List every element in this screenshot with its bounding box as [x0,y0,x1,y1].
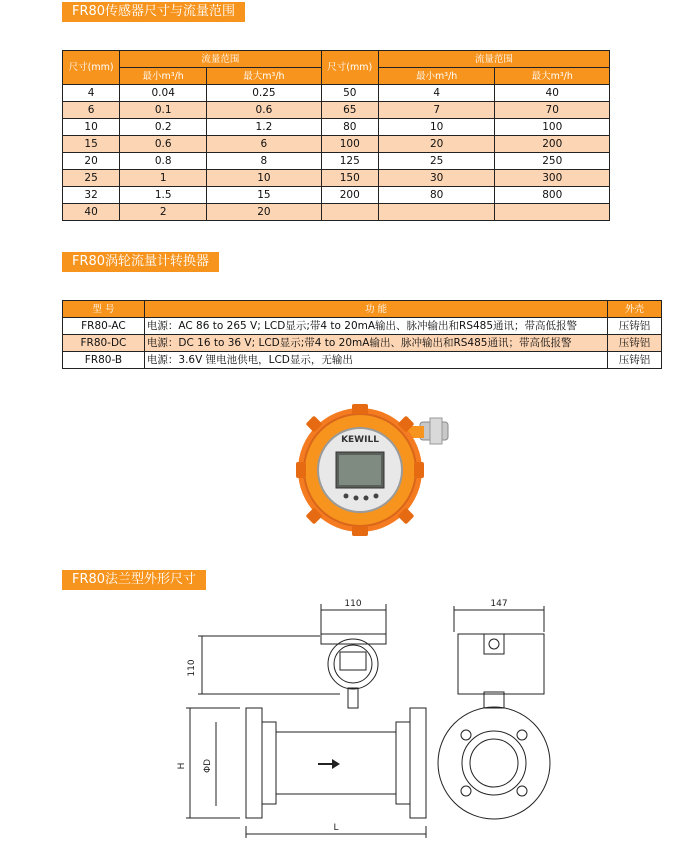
table-cell: 80 [378,187,495,204]
table-cell: 250 [495,153,610,170]
model-cell: FR80-AC [63,318,145,335]
table-cell: 1.2 [207,119,321,136]
section3-title: FR80法兰型外形尺寸 [62,570,206,590]
table-row [63,136,610,153]
table-cell: 100 [321,136,378,153]
table-cell: 4 [63,85,120,102]
table-cell: 20 [378,136,495,153]
min-header-1: 最小m³/h [120,68,207,85]
table-cell: 30 [378,170,495,187]
table-cell: 0.1 [120,102,207,119]
table-cell: 125 [321,153,378,170]
brand-logo: KEWILL [341,435,379,445]
table-cell: 80 [321,119,378,136]
table-row [63,102,610,119]
table-cell: 0.8 [120,153,207,170]
table-cell: 20 [207,204,321,221]
function-cell: 电源：DC 16 to 36 V; LCD显示;带4 to 20mA输出、脉冲输出和RS485通讯；带高低报警 [144,335,607,352]
table-cell: 10 [207,170,321,187]
dim-d: ΦD [203,758,213,774]
size-header-2: 尺寸(mm) [321,51,378,85]
table-cell: 0.6 [207,102,321,119]
table-cell: 0.25 [207,85,321,102]
table-cell: 200 [495,136,610,153]
table-cell: 0.2 [120,119,207,136]
table-cell: 0.04 [120,85,207,102]
table-cell: 6 [63,102,120,119]
table-cell: 1.5 [120,187,207,204]
table-cell: 70 [495,102,610,119]
model-cell: FR80-DC [63,335,145,352]
model-header: 型 号 [63,301,145,318]
model-cell: FR80-B [63,352,145,369]
table-cell: 50 [321,85,378,102]
table-row [63,352,662,369]
range-header-2: 流量范围 [378,51,609,68]
converter-photo [290,400,470,540]
table-cell: 10 [63,119,120,136]
min-header-2: 最小m³/h [378,68,495,85]
table-cell: 25 [378,153,495,170]
table-cell: 6 [207,136,321,153]
flow-range-table [62,50,610,221]
table-row [63,153,610,170]
table-cell: 800 [495,187,610,204]
size-header-1: 尺寸(mm) [63,51,120,85]
table-cell [495,204,610,221]
table-row [63,85,610,102]
table-cell: 40 [63,204,120,221]
table-cell: 10 [378,119,495,136]
table-cell: 40 [495,85,610,102]
housing-cell: 压铸铝 [608,318,662,335]
dim-l: L [333,823,339,833]
table-cell: 1 [120,170,207,187]
table-cell [321,204,378,221]
housing-cell: 压铸铝 [608,352,662,369]
table-cell: 8 [207,153,321,170]
function-header: 功 能 [144,301,607,318]
table-cell: 20 [63,153,120,170]
table-row [63,204,610,221]
max-header-1: 最大m³/h [207,68,321,85]
function-cell: 电源：AC 86 to 265 V; LCD显示;带4 to 20mA输出、脉冲输出和RS485通讯；带高低报警 [144,318,607,335]
table-cell: 65 [321,102,378,119]
table-cell: 100 [495,119,610,136]
table-row [63,170,610,187]
table-cell: 2 [120,204,207,221]
converter-table [62,300,662,369]
dim-h: H [177,762,187,770]
dim-width-front: 110 [344,599,362,609]
table-cell: 4 [378,85,495,102]
table-row [63,335,662,352]
table-row [63,318,662,335]
table-row [63,187,610,204]
table-cell [378,204,495,221]
table-cell: 15 [207,187,321,204]
table-row [63,119,610,136]
table-cell: 32 [63,187,120,204]
max-header-2: 最大m³/h [495,68,610,85]
housing-cell: 压铸铝 [608,335,662,352]
housing-header: 外壳 [608,301,662,318]
table-cell: 150 [321,170,378,187]
table-cell: 0.6 [120,136,207,153]
table-cell: 7 [378,102,495,119]
table-cell: 25 [63,170,120,187]
section2-title: FR80涡轮流量计转换器 [62,252,219,272]
dim-width-side: 147 [490,599,508,609]
converter-table-body [63,318,662,369]
range-header-1: 流量范围 [120,51,321,68]
table-cell: 15 [63,136,120,153]
table-cell: 200 [321,187,378,204]
flow-table-body [63,85,610,221]
dimension-drawing [177,596,580,846]
section1-title: FR80传感器尺寸与流量范围 [62,2,245,22]
dim-height-head: 110 [187,659,197,677]
table-cell: 300 [495,170,610,187]
function-cell: 电源：3.6V 锂电池供电，LCD显示，无输出 [144,352,607,369]
